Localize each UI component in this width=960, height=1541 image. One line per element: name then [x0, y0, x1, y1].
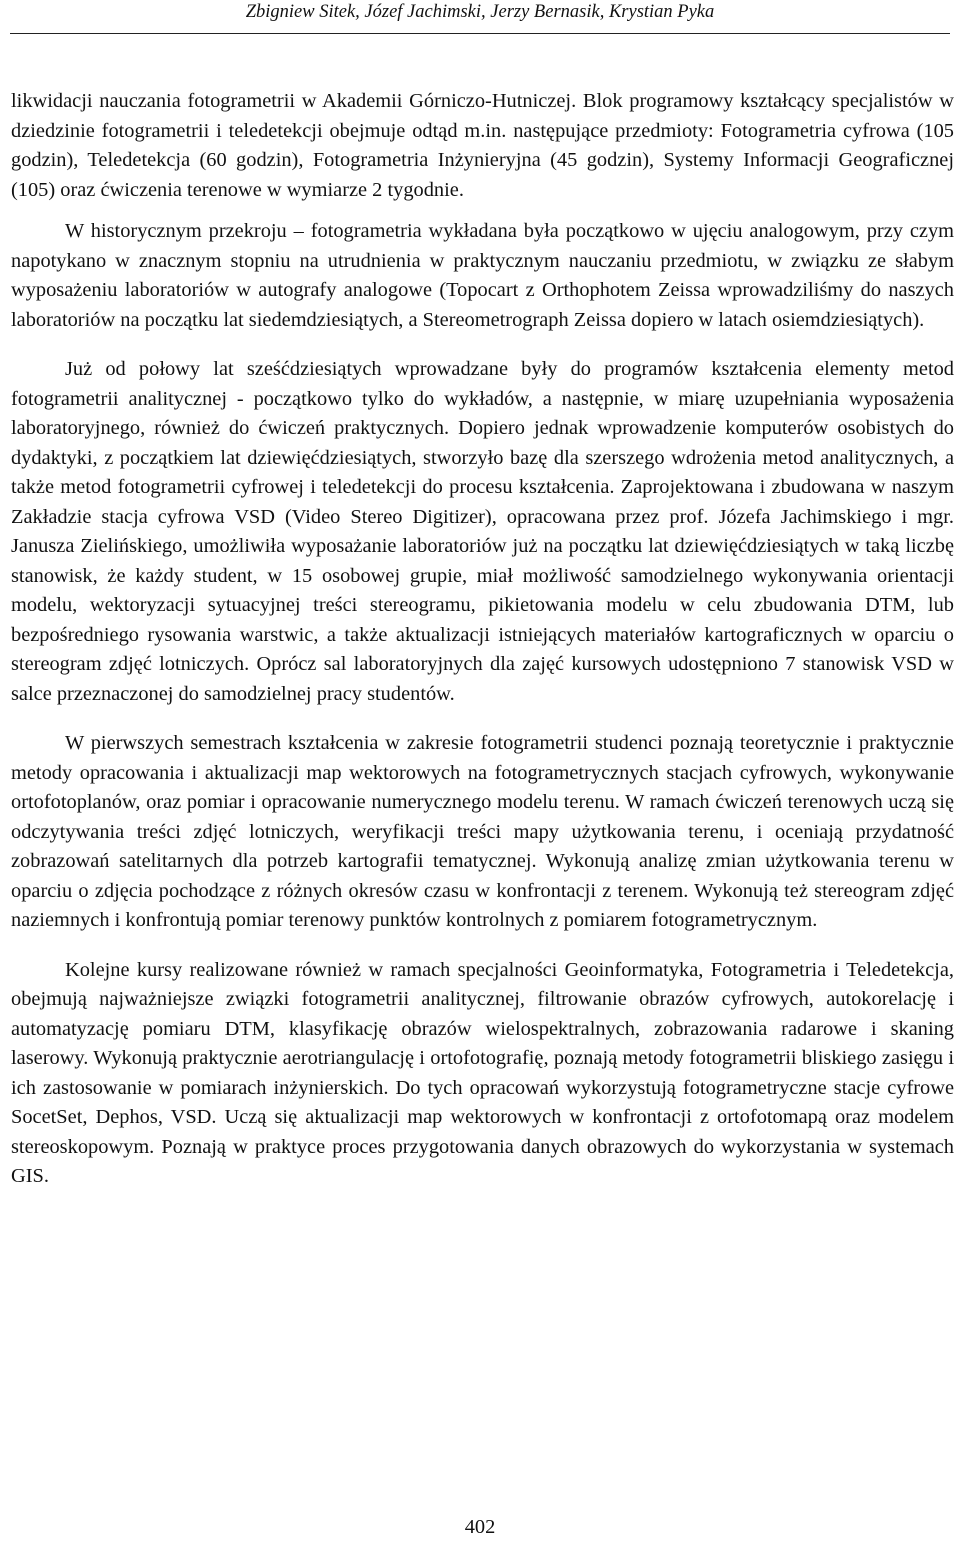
header-rule: [10, 33, 950, 34]
paragraph-analytical-methods: Już od połowy lat sześćdziesiątych wprowadzane były do programów kształcenia elementy metod fotogrametrii analitycznej - początkowo tylko do wykładów, a następnie, w miarę uzupełniania wyposażenia laboratoryjnego, również do ćwiczeń praktycznych. Dopiero jednak wprowadzenie komputerów osobistych do dydaktyki, z początkiem lat dziewięćdziesiątych, stworzyło bazę dla szerszego wdrożenia metod analitycznych, a także metod fotogrametrii cyfrowej i teledetekcji do procesu kształcenia. Zaprojektowana i zbudowana w naszym Zakładzie stacja cyfrowa VSD (Video Stereo Digitizer), opracowana przez prof. Józefa Jachimskiego i mgr. Janusza Zielińskiego, umożliwiła wyposażanie laboratoriów już na początku lat dziewięćdziesiątych w taką liczbę stanowisk, że każdy student, w 15 osobowej grupie, miał możliwość samodzielnego wykonywania orientacji modelu, wektoryzacji sytuacyjnej treści stereogramu, pikietowania modelu w celu zbudowania DTM, lub bezpośredniego rysowania warstwic, a także aktualizacji istniejących materiałów kartograficznych w oparciu o stereogram zdjęć lotniczych. Oprócz sal laboratoryjnych dla zajęć kursowych udostępniono 7 stanowisk VSD w salce przeznaczonej do samodzielnej pracy studentów.: [11, 358, 954, 705]
article-body: [11, 87, 954, 1212]
paragraph-further-courses: Kolejne kursy realizowane również w ramach specjalności Geoinformatyka, Fotogrametria i Teledetekcja, obejmują najważniejsze związki fotogrametrii analitycznej, filtrowanie obrazów cyfrowych, autokorelację i automatyzację pomiaru DTM, klasyfikację obrazów wielospektralnych, zobrazowania radarowe i skaning laserowy. Wykonują praktycznie aerotriangulację i ortofotografię, poznają metody fotogrametrii bliskiego zasięgu i ich zastosowanie w pomiarach inżynierskich. Do tych opracowań wykorzystują fotogrametryczne stacje cyfrowe SocetSet, Dephos, VSD. Uczą się aktualizacji map wektorowych w konfrontacji z ortofotomapą oraz modelem stereoskopowym. Poznają w praktyce proces przygotowania danych obrazowych do wykorzystania w systemach GIS.: [11, 958, 954, 1187]
running-header: Zbigniew Sitek, Józef Jachimski, Jerzy Bernasik, Krystian Pyka: [245, 2, 715, 22]
paragraph-curriculum-continuation: likwidacji nauczania fotogrametrii w Akademii Górniczo-Hutniczej. Blok programowy kształcący specjalistów w dziedzinie fotogrametrii i teledetekcji obejmuje odtąd m.in. następujące przedmioty: Fotogrametria cyfrowa (105 godzin), Teledetekcja (60 godzin), Fotogrametria Inżynieryjna (45 godzin), Systemy Informacji Geograficznej (105) oraz ćwiczenia terenowe w wymiarze 2 tygodnie.: [11, 90, 954, 201]
paragraph-first-semesters: W pierwszych semestrach kształcenia w zakresie fotogrametrii studenci poznają teoretycznie i praktycznie metody opracowania i aktualizacji map wektorowych na fotogrametrycznych stacjach cyfrowych, wykonywanie ortofotoplanów, oraz pomiar i opracowanie numerycznego modelu terenu. W ramach ćwiczeń terenowych uczą się odczytywania treści zdjęć lotniczych, weryfikacji treści mapy użytkowania terenu, i oceniają przydatność zobrazowań satelitarnych dla potrzeb kartografii tematycznej. Wykonują analizę zmian użytkowania terenu w oparciu o zdjęcia pochodzące z różnych okresów czasu w konfrontacji z terenem. Wykonują też stereogram zdjęć naziemnych i konfrontują pomiar terenowy punktów kontrolnych z pomiarem fotogrametrycznym.: [11, 732, 954, 931]
paragraph-historical-overview: W historycznym przekroju – fotogrametria wykładana była początkowo w ujęciu analogowym, przy czym napotykano w znacznym stopniu na utrudnienia w praktycznym nauczaniu przedmiotu, w związku ze słabym wyposażeniu laboratoriów w autografy analogowe (Topocart z Orthophotem Zeissa wprowadziliśmy do naszych laboratoriów na początku lat siedemdziesiątych, a Stereometrograph Zeissa dopiero w latach osiemdziesiątych).: [11, 220, 954, 331]
page-number: 402: [464, 1516, 496, 1538]
